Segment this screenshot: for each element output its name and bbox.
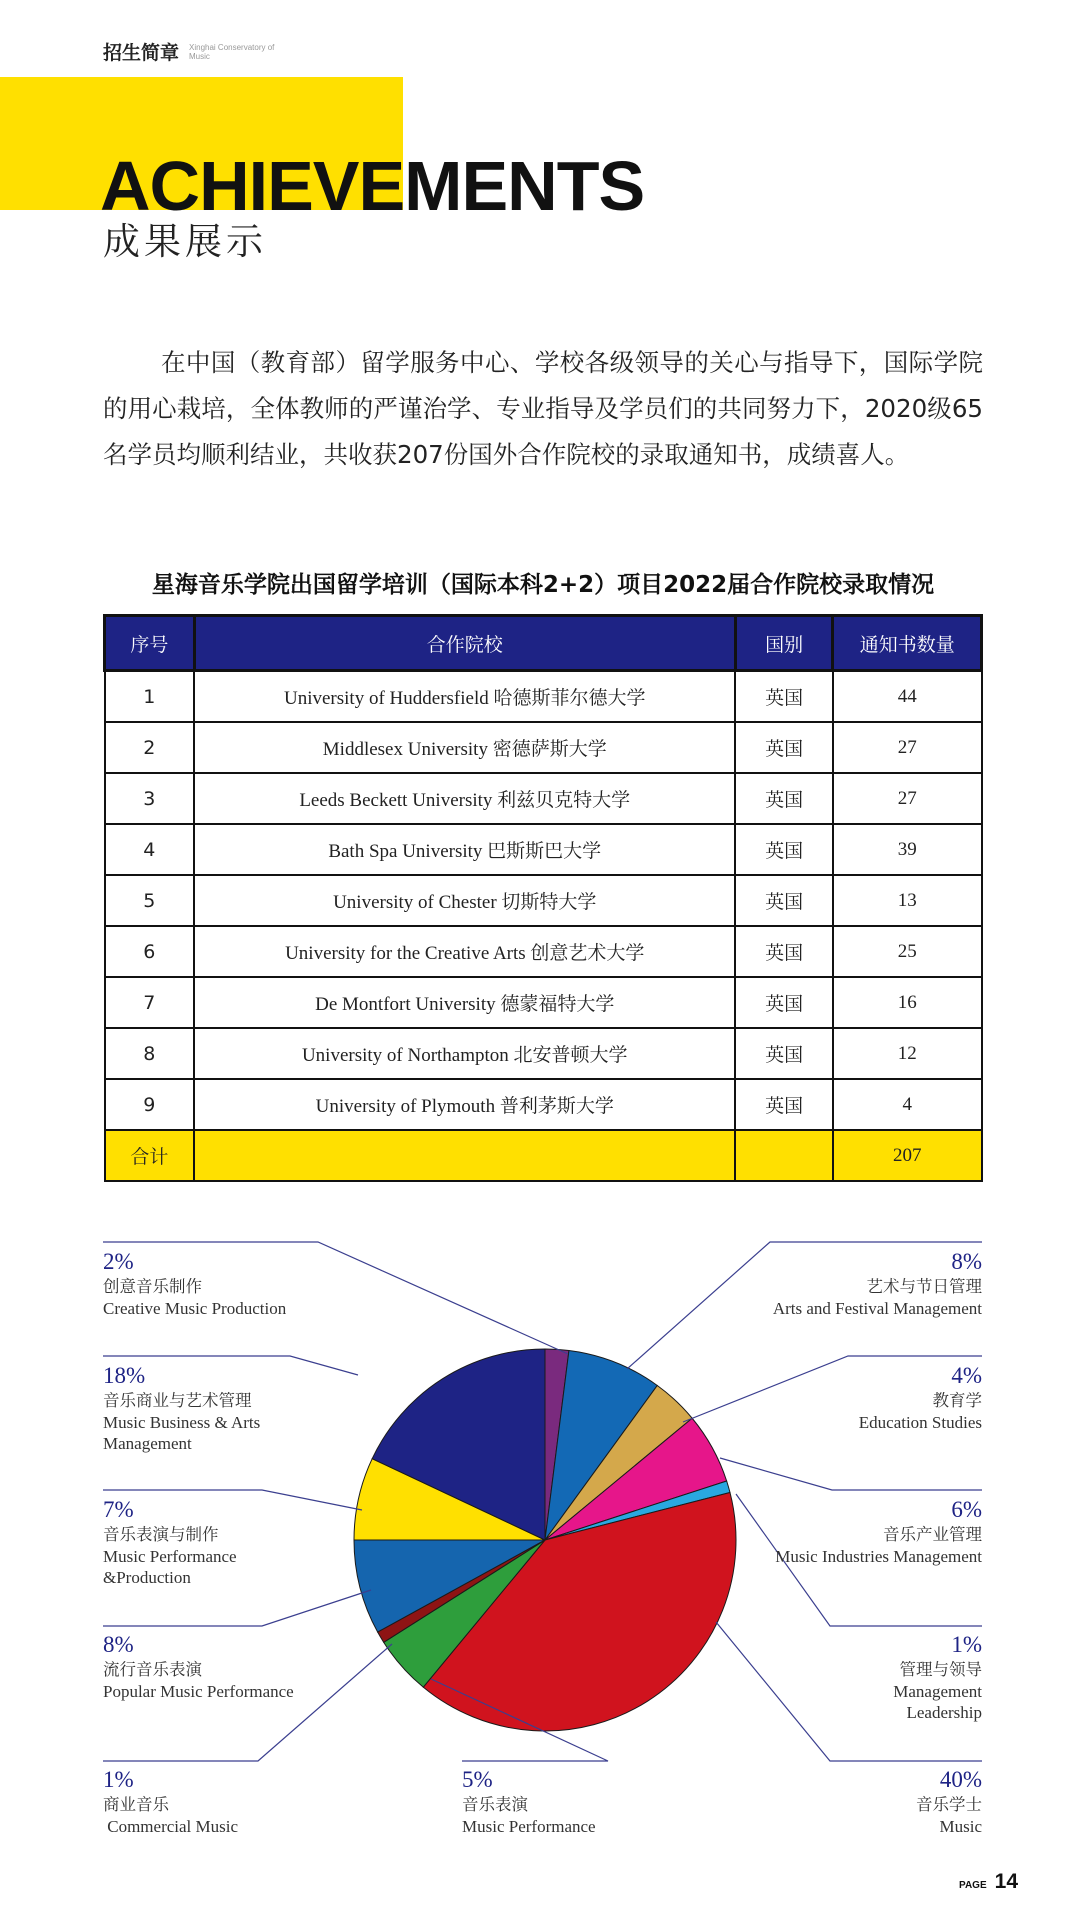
heading-cn: 成果展示 xyxy=(103,220,267,263)
cell-count: 27 xyxy=(833,773,982,824)
label-industries-cn: 音乐产业管理 xyxy=(883,1525,982,1544)
label-perfprod-pct: 7% xyxy=(103,1497,134,1522)
label-business-pct: 18% xyxy=(103,1363,146,1388)
admission-table xyxy=(103,614,983,1182)
document-header xyxy=(103,38,279,65)
label-popular-pct: 8% xyxy=(103,1632,134,1657)
table-title: 星海音乐学院出国留学培训（国际本科2+2）项目2022届合作院校录取情况 xyxy=(151,572,935,598)
cell-no: 7 xyxy=(105,977,195,1028)
cell-school: University of Plymouth 普利茅斯大学 xyxy=(194,1079,735,1130)
label-music xyxy=(916,1766,982,1837)
table-row xyxy=(105,671,982,723)
label-music-cn: 音乐学士 xyxy=(916,1795,982,1814)
cell-school: University of Huddersfield 哈德斯菲尔德大学 xyxy=(194,671,735,723)
label-perfprod xyxy=(103,1496,237,1588)
cell-country: 英国 xyxy=(735,1028,833,1079)
cell-school: University of Chester 切斯特大学 xyxy=(194,875,735,926)
intro-paragraph: 在中国（教育部）留学服务中心、学校各级领导的关心与指导下，国际学院的用心栽培，全体教师的严谨治学、专业指导及学员们的共同努力下，2020级65名学员均顺利结业，共收获207份国外合作院校的录取通知书，成绩喜人。 xyxy=(103,348,983,469)
col-header-school: 合作院校 xyxy=(194,616,735,671)
table-row xyxy=(105,824,982,875)
label-perfprod-en1: Music Performance xyxy=(103,1547,237,1566)
table-row xyxy=(105,722,982,773)
table-row xyxy=(105,926,982,977)
label-arts-en: Arts and Festival Management xyxy=(772,1299,982,1318)
total-empty-school xyxy=(194,1130,735,1181)
total-label: 合计 xyxy=(105,1130,195,1181)
label-industries xyxy=(775,1496,982,1567)
label-perfprod-en2: &Production xyxy=(103,1568,191,1587)
label-creative-cn: 创意音乐制作 xyxy=(103,1277,202,1296)
school-name-en: Xinghai Conservatory of Music xyxy=(189,42,275,61)
cell-country: 英国 xyxy=(735,977,833,1028)
cell-country: 英国 xyxy=(735,671,833,723)
label-business-cn: 音乐商业与艺术管理 xyxy=(103,1391,252,1410)
label-commercial-pct: 1% xyxy=(103,1767,134,1792)
label-commercial xyxy=(103,1766,238,1837)
label-arts-pct: 8% xyxy=(951,1249,982,1274)
label-arts-cn: 艺术与节日管理 xyxy=(866,1277,982,1296)
label-industries-pct: 6% xyxy=(951,1497,982,1522)
leader-line-popular xyxy=(103,1590,371,1626)
label-creative-en: Creative Music Production xyxy=(103,1299,287,1318)
cell-school: De Montfort University 德蒙福特大学 xyxy=(194,977,735,1028)
label-business-en1: Music Business & Arts xyxy=(103,1413,261,1432)
cell-country: 英国 xyxy=(735,773,833,824)
label-popular xyxy=(103,1631,294,1702)
cell-country: 英国 xyxy=(735,875,833,926)
total-empty-country xyxy=(735,1130,833,1181)
label-performance xyxy=(462,1766,596,1837)
label-music-en: Music xyxy=(939,1817,982,1836)
cell-school: Bath Spa University 巴斯斯巴大学 xyxy=(194,824,735,875)
major-distribution-chart xyxy=(0,1230,1080,1880)
label-creative xyxy=(103,1248,286,1319)
cell-count: 13 xyxy=(833,875,982,926)
cell-school: Middlesex University 密德萨斯大学 xyxy=(194,722,735,773)
label-performance-pct: 5% xyxy=(462,1767,493,1792)
cell-school: Leeds Beckett University 利兹贝克特大学 xyxy=(194,773,735,824)
label-business-en2: Management xyxy=(103,1434,192,1453)
leader-line-industries xyxy=(720,1458,982,1490)
cell-count: 27 xyxy=(833,722,982,773)
page-label: PAGE xyxy=(959,1880,987,1891)
label-popular-en: Popular Music Performance xyxy=(103,1682,294,1701)
label-management xyxy=(893,1631,982,1723)
cell-country: 英国 xyxy=(735,824,833,875)
label-creative-pct: 2% xyxy=(103,1249,134,1274)
label-commercial-en: Commercial Music xyxy=(103,1817,239,1836)
cell-no: 1 xyxy=(105,671,195,723)
label-management-en1: Management xyxy=(893,1682,982,1701)
total-count: 207 xyxy=(833,1130,982,1181)
page-footer xyxy=(959,1870,1018,1894)
col-header-country: 国别 xyxy=(735,616,833,671)
cell-no: 6 xyxy=(105,926,195,977)
label-education xyxy=(859,1362,982,1433)
cell-count: 12 xyxy=(833,1028,982,1079)
brochure-title: 招生简章 xyxy=(103,42,180,64)
cell-count: 16 xyxy=(833,977,982,1028)
label-education-pct: 4% xyxy=(951,1363,982,1388)
col-header-no: 序号 xyxy=(105,616,195,671)
table-total-row xyxy=(105,1130,982,1181)
cell-count: 44 xyxy=(833,671,982,723)
page-number: 14 xyxy=(994,1870,1018,1893)
label-education-cn: 教育学 xyxy=(932,1391,982,1410)
col-header-count: 通知书数量 xyxy=(833,616,982,671)
cell-count: 25 xyxy=(833,926,982,977)
table-row xyxy=(105,1079,982,1130)
cell-no: 2 xyxy=(105,722,195,773)
table-row xyxy=(105,977,982,1028)
label-popular-cn: 流行音乐表演 xyxy=(103,1660,202,1679)
cell-country: 英国 xyxy=(735,722,833,773)
table-row xyxy=(105,875,982,926)
label-management-pct: 1% xyxy=(951,1632,982,1657)
cell-school: University of Northampton 北安普顿大学 xyxy=(194,1028,735,1079)
label-perfprod-cn: 音乐表演与制作 xyxy=(103,1525,219,1544)
label-commercial-cn: 商业音乐 xyxy=(103,1795,169,1814)
cell-no: 5 xyxy=(105,875,195,926)
label-industries-en: Music Industries Management xyxy=(775,1547,982,1566)
label-performance-cn: 音乐表演 xyxy=(462,1795,528,1814)
cell-count: 39 xyxy=(833,824,982,875)
cell-no: 8 xyxy=(105,1028,195,1079)
label-management-en2: Leadership xyxy=(906,1703,982,1722)
label-education-en: Education Studies xyxy=(858,1413,982,1432)
label-music-pct: 40% xyxy=(939,1767,982,1792)
cell-count: 4 xyxy=(833,1079,982,1130)
table-row xyxy=(105,1028,982,1079)
heading-en: ACHIEVEMENTS xyxy=(100,147,645,225)
cell-school: University for the Creative Arts 创意艺术大学 xyxy=(194,926,735,977)
label-management-cn: 管理与领导 xyxy=(899,1660,982,1679)
label-performance-en: Music Performance xyxy=(462,1817,596,1836)
label-arts xyxy=(773,1248,982,1319)
table-header-row xyxy=(105,616,982,671)
cell-country: 英国 xyxy=(735,1079,833,1130)
cell-country: 英国 xyxy=(735,926,833,977)
cell-no: 9 xyxy=(105,1079,195,1130)
cell-no: 4 xyxy=(105,824,195,875)
cell-no: 3 xyxy=(105,773,195,824)
table-row xyxy=(105,773,982,824)
label-business xyxy=(103,1362,260,1454)
